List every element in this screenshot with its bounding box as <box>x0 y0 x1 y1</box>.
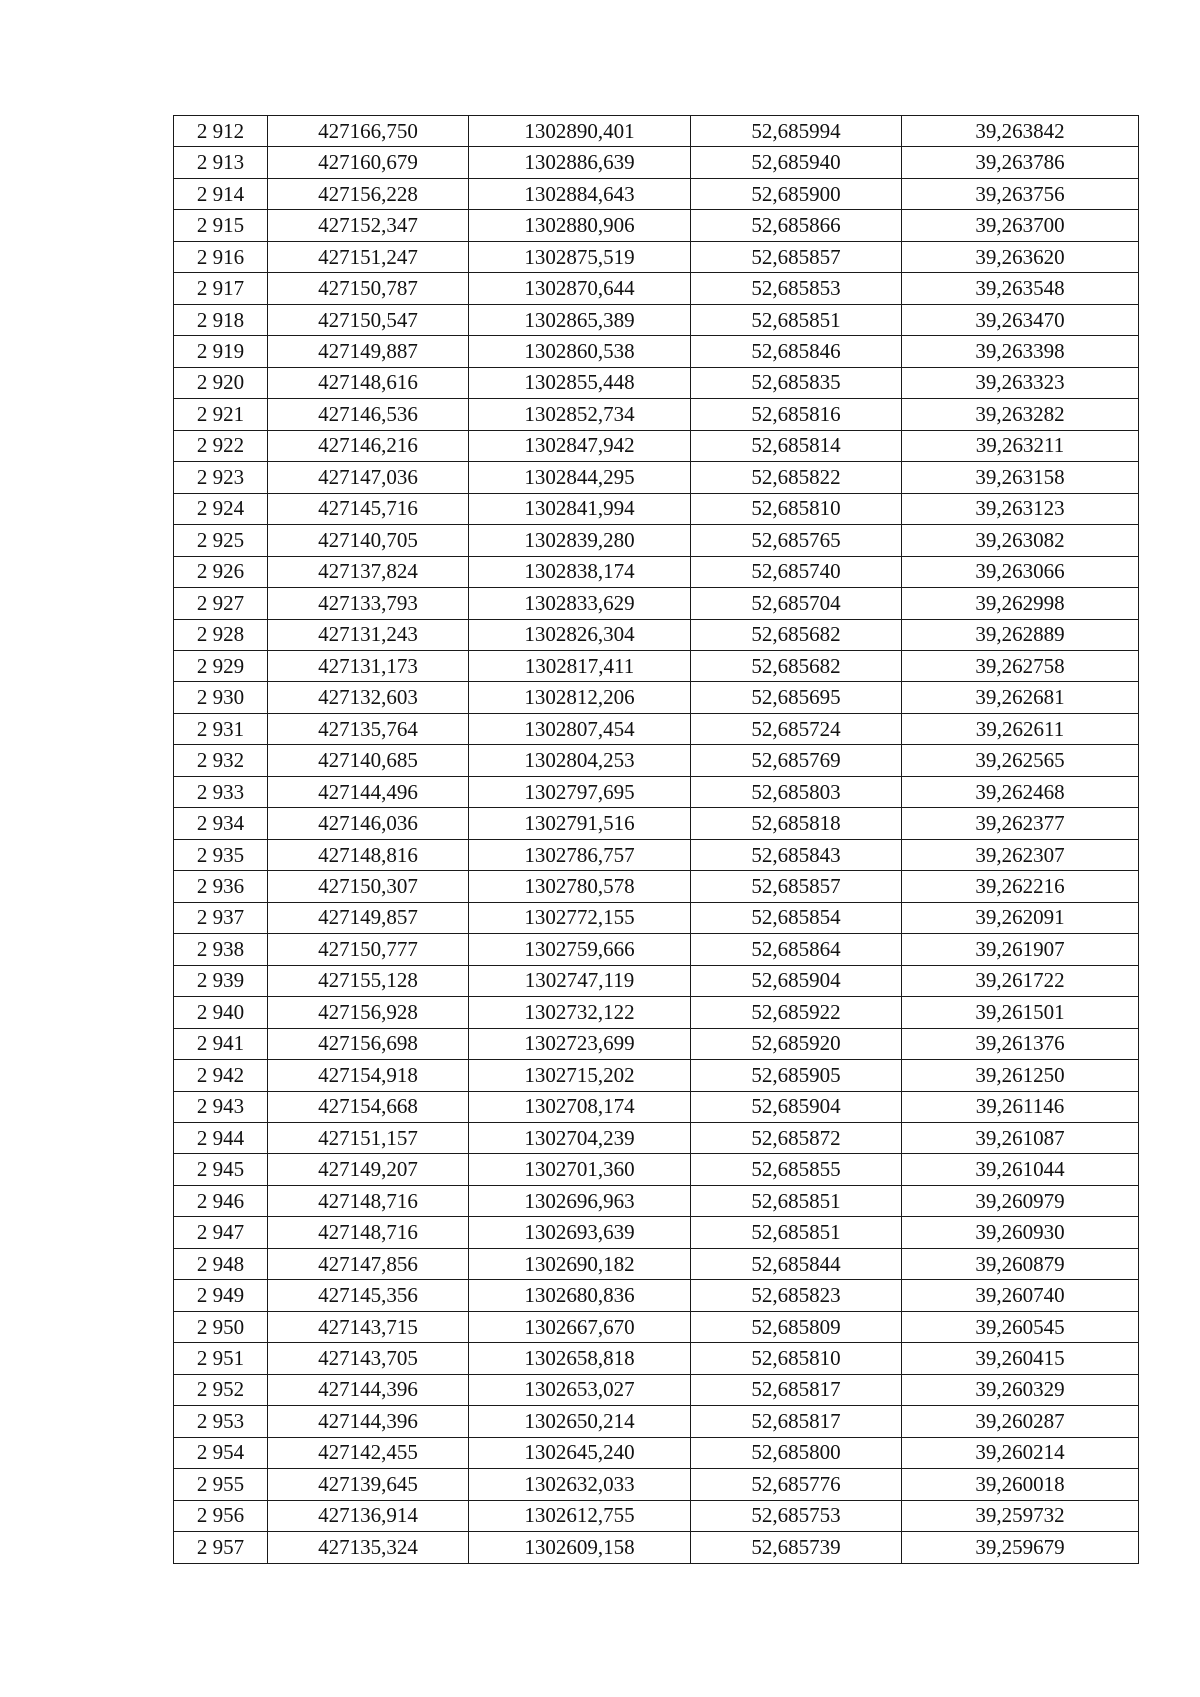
point-number-cell: 2 950 <box>174 1311 268 1342</box>
latitude-cell: 52,685800 <box>691 1437 902 1468</box>
longitude-cell: 39,261907 <box>902 934 1139 965</box>
table-row <box>174 1500 1139 1531</box>
y-coordinate-cell: 1302865,389 <box>469 304 691 335</box>
x-coordinate-cell: 427148,616 <box>268 367 469 398</box>
point-number-cell: 2 930 <box>174 682 268 713</box>
table-row <box>174 1532 1139 1563</box>
latitude-cell: 52,685851 <box>691 1185 902 1216</box>
x-coordinate-cell: 427142,455 <box>268 1437 469 1468</box>
latitude-cell: 52,685864 <box>691 934 902 965</box>
point-number-cell: 2 914 <box>174 178 268 209</box>
longitude-cell: 39,262307 <box>902 839 1139 870</box>
longitude-cell: 39,260740 <box>902 1280 1139 1311</box>
latitude-cell: 52,685817 <box>691 1374 902 1405</box>
latitude-cell: 52,685704 <box>691 588 902 619</box>
longitude-cell: 39,262468 <box>902 776 1139 807</box>
x-coordinate-cell: 427145,356 <box>268 1280 469 1311</box>
point-number-cell: 2 927 <box>174 588 268 619</box>
point-number-cell: 2 946 <box>174 1185 268 1216</box>
point-number-cell: 2 929 <box>174 650 268 681</box>
point-number-cell: 2 935 <box>174 839 268 870</box>
table-row <box>174 619 1139 650</box>
y-coordinate-cell: 1302875,519 <box>469 241 691 272</box>
point-number-cell: 2 923 <box>174 462 268 493</box>
y-coordinate-cell: 1302870,644 <box>469 273 691 304</box>
point-number-cell: 2 953 <box>174 1406 268 1437</box>
point-number-cell: 2 921 <box>174 399 268 430</box>
y-coordinate-cell: 1302847,942 <box>469 430 691 461</box>
table-row <box>174 367 1139 398</box>
table-row <box>174 556 1139 587</box>
table-row <box>174 1248 1139 1279</box>
point-number-cell: 2 925 <box>174 525 268 556</box>
table-row <box>174 776 1139 807</box>
longitude-cell: 39,263842 <box>902 116 1139 147</box>
x-coordinate-cell: 427150,777 <box>268 934 469 965</box>
longitude-cell: 39,260545 <box>902 1311 1139 1342</box>
longitude-cell: 39,261087 <box>902 1123 1139 1154</box>
point-number-cell: 2 952 <box>174 1374 268 1405</box>
longitude-cell: 39,261146 <box>902 1091 1139 1122</box>
longitude-cell: 39,263700 <box>902 210 1139 241</box>
longitude-cell: 39,263323 <box>902 367 1139 398</box>
point-number-cell: 2 932 <box>174 745 268 776</box>
latitude-cell: 52,685814 <box>691 430 902 461</box>
y-coordinate-cell: 1302860,538 <box>469 336 691 367</box>
table-row <box>174 1437 1139 1468</box>
y-coordinate-cell: 1302812,206 <box>469 682 691 713</box>
table-row <box>174 336 1139 367</box>
longitude-cell: 39,262611 <box>902 713 1139 744</box>
x-coordinate-cell: 427155,128 <box>268 965 469 996</box>
latitude-cell: 52,685753 <box>691 1500 902 1531</box>
table-row <box>174 1343 1139 1374</box>
latitude-cell: 52,685854 <box>691 902 902 933</box>
table-row <box>174 1280 1139 1311</box>
longitude-cell: 39,263158 <box>902 462 1139 493</box>
longitude-cell: 39,259679 <box>902 1532 1139 1563</box>
x-coordinate-cell: 427135,324 <box>268 1532 469 1563</box>
y-coordinate-cell: 1302880,906 <box>469 210 691 241</box>
x-coordinate-cell: 427146,536 <box>268 399 469 430</box>
point-number-cell: 2 941 <box>174 1028 268 1059</box>
longitude-cell: 39,260214 <box>902 1437 1139 1468</box>
x-coordinate-cell: 427140,685 <box>268 745 469 776</box>
x-coordinate-cell: 427131,173 <box>268 650 469 681</box>
point-number-cell: 2 945 <box>174 1154 268 1185</box>
table-row <box>174 1185 1139 1216</box>
point-number-cell: 2 922 <box>174 430 268 461</box>
point-number-cell: 2 947 <box>174 1217 268 1248</box>
latitude-cell: 52,685855 <box>691 1154 902 1185</box>
latitude-cell: 52,685920 <box>691 1028 902 1059</box>
table-row <box>174 1123 1139 1154</box>
latitude-cell: 52,685695 <box>691 682 902 713</box>
latitude-cell: 52,685846 <box>691 336 902 367</box>
table-row <box>174 650 1139 681</box>
table-row <box>174 839 1139 870</box>
y-coordinate-cell: 1302826,304 <box>469 619 691 650</box>
point-number-cell: 2 943 <box>174 1091 268 1122</box>
x-coordinate-cell: 427146,216 <box>268 430 469 461</box>
table-row <box>174 682 1139 713</box>
y-coordinate-cell: 1302680,836 <box>469 1280 691 1311</box>
y-coordinate-cell: 1302886,639 <box>469 147 691 178</box>
latitude-cell: 52,685857 <box>691 241 902 272</box>
table-row <box>174 210 1139 241</box>
x-coordinate-cell: 427145,716 <box>268 493 469 524</box>
point-number-cell: 2 955 <box>174 1469 268 1500</box>
longitude-cell: 39,262758 <box>902 650 1139 681</box>
y-coordinate-cell: 1302653,027 <box>469 1374 691 1405</box>
x-coordinate-cell: 427148,816 <box>268 839 469 870</box>
longitude-cell: 39,263211 <box>902 430 1139 461</box>
point-number-cell: 2 912 <box>174 116 268 147</box>
table-row <box>174 965 1139 996</box>
latitude-cell: 52,685776 <box>691 1469 902 1500</box>
y-coordinate-cell: 1302772,155 <box>469 902 691 933</box>
longitude-cell: 39,261250 <box>902 1060 1139 1091</box>
point-number-cell: 2 948 <box>174 1248 268 1279</box>
latitude-cell: 52,685816 <box>691 399 902 430</box>
latitude-cell: 52,685994 <box>691 116 902 147</box>
y-coordinate-cell: 1302667,670 <box>469 1311 691 1342</box>
longitude-cell: 39,263123 <box>902 493 1139 524</box>
x-coordinate-cell: 427156,928 <box>268 997 469 1028</box>
x-coordinate-cell: 427149,857 <box>268 902 469 933</box>
latitude-cell: 52,685872 <box>691 1123 902 1154</box>
point-number-cell: 2 915 <box>174 210 268 241</box>
y-coordinate-cell: 1302658,818 <box>469 1343 691 1374</box>
table-row <box>174 1311 1139 1342</box>
longitude-cell: 39,259732 <box>902 1500 1139 1531</box>
longitude-cell: 39,261722 <box>902 965 1139 996</box>
x-coordinate-cell: 427136,914 <box>268 1500 469 1531</box>
y-coordinate-cell: 1302609,158 <box>469 1532 691 1563</box>
y-coordinate-cell: 1302780,578 <box>469 871 691 902</box>
y-coordinate-cell: 1302890,401 <box>469 116 691 147</box>
y-coordinate-cell: 1302632,033 <box>469 1469 691 1500</box>
table-row <box>174 399 1139 430</box>
latitude-cell: 52,685818 <box>691 808 902 839</box>
point-number-cell: 2 939 <box>174 965 268 996</box>
point-number-cell: 2 937 <box>174 902 268 933</box>
table-row <box>174 713 1139 744</box>
point-number-cell: 2 938 <box>174 934 268 965</box>
table-row <box>174 304 1139 335</box>
y-coordinate-cell: 1302747,119 <box>469 965 691 996</box>
latitude-cell: 52,685809 <box>691 1311 902 1342</box>
longitude-cell: 39,262889 <box>902 619 1139 650</box>
point-number-cell: 2 957 <box>174 1532 268 1563</box>
point-number-cell: 2 936 <box>174 871 268 902</box>
table-row <box>174 934 1139 965</box>
x-coordinate-cell: 427151,157 <box>268 1123 469 1154</box>
x-coordinate-cell: 427156,698 <box>268 1028 469 1059</box>
latitude-cell: 52,685810 <box>691 493 902 524</box>
latitude-cell: 52,685900 <box>691 178 902 209</box>
y-coordinate-cell: 1302704,239 <box>469 1123 691 1154</box>
point-number-cell: 2 949 <box>174 1280 268 1311</box>
x-coordinate-cell: 427150,307 <box>268 871 469 902</box>
table-row <box>174 997 1139 1028</box>
latitude-cell: 52,685682 <box>691 650 902 681</box>
x-coordinate-cell: 427149,887 <box>268 336 469 367</box>
latitude-cell: 52,685904 <box>691 1091 902 1122</box>
x-coordinate-cell: 427133,793 <box>268 588 469 619</box>
y-coordinate-cell: 1302841,994 <box>469 493 691 524</box>
table-row <box>174 116 1139 147</box>
latitude-cell: 52,685682 <box>691 619 902 650</box>
latitude-cell: 52,685765 <box>691 525 902 556</box>
latitude-cell: 52,685844 <box>691 1248 902 1279</box>
latitude-cell: 52,685823 <box>691 1280 902 1311</box>
x-coordinate-cell: 427143,705 <box>268 1343 469 1374</box>
y-coordinate-cell: 1302852,734 <box>469 399 691 430</box>
table-row <box>174 745 1139 776</box>
y-coordinate-cell: 1302844,295 <box>469 462 691 493</box>
y-coordinate-cell: 1302612,755 <box>469 1500 691 1531</box>
latitude-cell: 52,685803 <box>691 776 902 807</box>
y-coordinate-cell: 1302715,202 <box>469 1060 691 1091</box>
longitude-cell: 39,263786 <box>902 147 1139 178</box>
latitude-cell: 52,685922 <box>691 997 902 1028</box>
longitude-cell: 39,263548 <box>902 273 1139 304</box>
x-coordinate-cell: 427132,603 <box>268 682 469 713</box>
x-coordinate-cell: 427148,716 <box>268 1217 469 1248</box>
latitude-cell: 52,685843 <box>691 839 902 870</box>
point-number-cell: 2 934 <box>174 808 268 839</box>
longitude-cell: 39,261501 <box>902 997 1139 1028</box>
point-number-cell: 2 944 <box>174 1123 268 1154</box>
y-coordinate-cell: 1302839,280 <box>469 525 691 556</box>
point-number-cell: 2 942 <box>174 1060 268 1091</box>
x-coordinate-cell: 427156,228 <box>268 178 469 209</box>
latitude-cell: 52,685853 <box>691 273 902 304</box>
table-row <box>174 462 1139 493</box>
table-row <box>174 178 1139 209</box>
point-number-cell: 2 940 <box>174 997 268 1028</box>
y-coordinate-cell: 1302759,666 <box>469 934 691 965</box>
table-row <box>174 1217 1139 1248</box>
x-coordinate-cell: 427140,705 <box>268 525 469 556</box>
y-coordinate-cell: 1302701,360 <box>469 1154 691 1185</box>
coordinates-table-body <box>174 116 1139 1564</box>
table-row <box>174 1091 1139 1122</box>
longitude-cell: 39,261376 <box>902 1028 1139 1059</box>
table-row <box>174 1028 1139 1059</box>
point-number-cell: 2 918 <box>174 304 268 335</box>
latitude-cell: 52,685905 <box>691 1060 902 1091</box>
y-coordinate-cell: 1302645,240 <box>469 1437 691 1468</box>
latitude-cell: 52,685866 <box>691 210 902 241</box>
x-coordinate-cell: 427154,668 <box>268 1091 469 1122</box>
x-coordinate-cell: 427144,396 <box>268 1406 469 1437</box>
longitude-cell: 39,260879 <box>902 1248 1139 1279</box>
table-row <box>174 525 1139 556</box>
longitude-cell: 39,260415 <box>902 1343 1139 1374</box>
longitude-cell: 39,262998 <box>902 588 1139 619</box>
table-row <box>174 1154 1139 1185</box>
table-row <box>174 147 1139 178</box>
y-coordinate-cell: 1302855,448 <box>469 367 691 398</box>
x-coordinate-cell: 427135,764 <box>268 713 469 744</box>
x-coordinate-cell: 427143,715 <box>268 1311 469 1342</box>
table-row <box>174 871 1139 902</box>
latitude-cell: 52,685739 <box>691 1532 902 1563</box>
point-number-cell: 2 951 <box>174 1343 268 1374</box>
longitude-cell: 39,260979 <box>902 1185 1139 1216</box>
table-row <box>174 808 1139 839</box>
longitude-cell: 39,260287 <box>902 1406 1139 1437</box>
latitude-cell: 52,685810 <box>691 1343 902 1374</box>
y-coordinate-cell: 1302732,122 <box>469 997 691 1028</box>
longitude-cell: 39,263066 <box>902 556 1139 587</box>
point-number-cell: 2 913 <box>174 147 268 178</box>
latitude-cell: 52,685740 <box>691 556 902 587</box>
y-coordinate-cell: 1302791,516 <box>469 808 691 839</box>
latitude-cell: 52,685851 <box>691 1217 902 1248</box>
y-coordinate-cell: 1302690,182 <box>469 1248 691 1279</box>
y-coordinate-cell: 1302817,411 <box>469 650 691 681</box>
longitude-cell: 39,262565 <box>902 745 1139 776</box>
y-coordinate-cell: 1302884,643 <box>469 178 691 209</box>
x-coordinate-cell: 427166,750 <box>268 116 469 147</box>
table-row <box>174 430 1139 461</box>
y-coordinate-cell: 1302650,214 <box>469 1406 691 1437</box>
x-coordinate-cell: 427148,716 <box>268 1185 469 1216</box>
x-coordinate-cell: 427149,207 <box>268 1154 469 1185</box>
point-number-cell: 2 928 <box>174 619 268 650</box>
longitude-cell: 39,263398 <box>902 336 1139 367</box>
longitude-cell: 39,260930 <box>902 1217 1139 1248</box>
x-coordinate-cell: 427137,824 <box>268 556 469 587</box>
point-number-cell: 2 924 <box>174 493 268 524</box>
x-coordinate-cell: 427150,547 <box>268 304 469 335</box>
y-coordinate-cell: 1302804,253 <box>469 745 691 776</box>
table-row <box>174 493 1139 524</box>
table-row <box>174 1469 1139 1500</box>
latitude-cell: 52,685904 <box>691 965 902 996</box>
y-coordinate-cell: 1302786,757 <box>469 839 691 870</box>
x-coordinate-cell: 427146,036 <box>268 808 469 839</box>
latitude-cell: 52,685857 <box>691 871 902 902</box>
longitude-cell: 39,260018 <box>902 1469 1139 1500</box>
latitude-cell: 52,685724 <box>691 713 902 744</box>
x-coordinate-cell: 427160,679 <box>268 147 469 178</box>
y-coordinate-cell: 1302693,639 <box>469 1217 691 1248</box>
x-coordinate-cell: 427147,036 <box>268 462 469 493</box>
latitude-cell: 52,685822 <box>691 462 902 493</box>
point-number-cell: 2 919 <box>174 336 268 367</box>
point-number-cell: 2 933 <box>174 776 268 807</box>
y-coordinate-cell: 1302797,695 <box>469 776 691 807</box>
point-number-cell: 2 954 <box>174 1437 268 1468</box>
y-coordinate-cell: 1302708,174 <box>469 1091 691 1122</box>
point-number-cell: 2 926 <box>174 556 268 587</box>
table-row <box>174 1406 1139 1437</box>
y-coordinate-cell: 1302696,963 <box>469 1185 691 1216</box>
latitude-cell: 52,685940 <box>691 147 902 178</box>
y-coordinate-cell: 1302807,454 <box>469 713 691 744</box>
latitude-cell: 52,685769 <box>691 745 902 776</box>
longitude-cell: 39,262091 <box>902 902 1139 933</box>
x-coordinate-cell: 427152,347 <box>268 210 469 241</box>
table-row <box>174 241 1139 272</box>
x-coordinate-cell: 427144,496 <box>268 776 469 807</box>
longitude-cell: 39,262216 <box>902 871 1139 902</box>
longitude-cell: 39,263756 <box>902 178 1139 209</box>
table-row <box>174 1374 1139 1405</box>
x-coordinate-cell: 427131,243 <box>268 619 469 650</box>
x-coordinate-cell: 427150,787 <box>268 273 469 304</box>
x-coordinate-cell: 427144,396 <box>268 1374 469 1405</box>
table-row <box>174 1060 1139 1091</box>
x-coordinate-cell: 427147,856 <box>268 1248 469 1279</box>
x-coordinate-cell: 427154,918 <box>268 1060 469 1091</box>
point-number-cell: 2 916 <box>174 241 268 272</box>
longitude-cell: 39,263620 <box>902 241 1139 272</box>
point-number-cell: 2 920 <box>174 367 268 398</box>
y-coordinate-cell: 1302723,699 <box>469 1028 691 1059</box>
latitude-cell: 52,685817 <box>691 1406 902 1437</box>
y-coordinate-cell: 1302833,629 <box>469 588 691 619</box>
longitude-cell: 39,263082 <box>902 525 1139 556</box>
longitude-cell: 39,263282 <box>902 399 1139 430</box>
table-row <box>174 588 1139 619</box>
latitude-cell: 52,685851 <box>691 304 902 335</box>
table-row <box>174 902 1139 933</box>
coordinates-table <box>173 115 1139 1564</box>
point-number-cell: 2 931 <box>174 713 268 744</box>
longitude-cell: 39,260329 <box>902 1374 1139 1405</box>
longitude-cell: 39,262681 <box>902 682 1139 713</box>
y-coordinate-cell: 1302838,174 <box>469 556 691 587</box>
latitude-cell: 52,685835 <box>691 367 902 398</box>
x-coordinate-cell: 427151,247 <box>268 241 469 272</box>
point-number-cell: 2 917 <box>174 273 268 304</box>
longitude-cell: 39,263470 <box>902 304 1139 335</box>
table-row <box>174 273 1139 304</box>
longitude-cell: 39,261044 <box>902 1154 1139 1185</box>
longitude-cell: 39,262377 <box>902 808 1139 839</box>
x-coordinate-cell: 427139,645 <box>268 1469 469 1500</box>
point-number-cell: 2 956 <box>174 1500 268 1531</box>
